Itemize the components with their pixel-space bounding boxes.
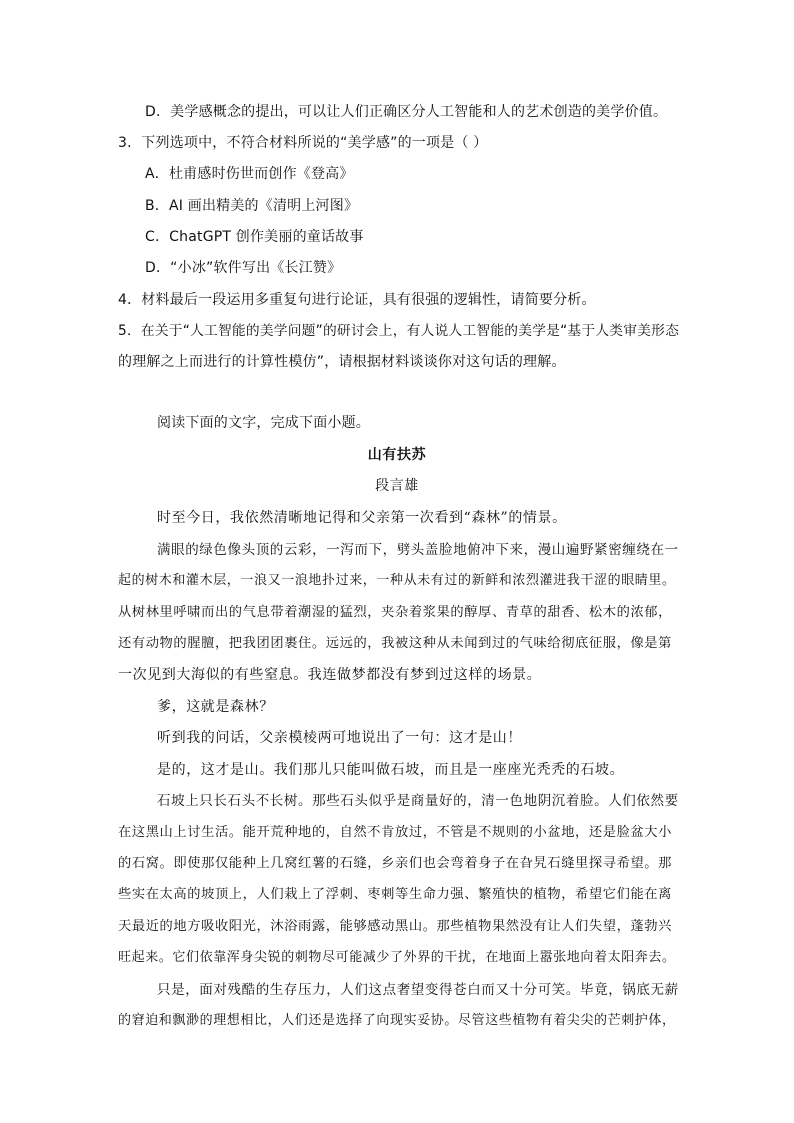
reading-instruction: 阅读下面的文字，完成下面小题。	[157, 415, 370, 431]
q3-option-c: C．ChatGPT 创作美丽的童话故事	[145, 229, 364, 245]
q5-stem-line1: 5．在关于“人工智能的美学问题”的研讨会上，有人说人工智能的美学是“基于人类审美形态	[118, 323, 680, 339]
q3-option-d: D．“小冰”软件写出《长江赞》	[145, 260, 342, 276]
passage-line: 只是，面对残酷的生存压力，人们这点奢望变得苍白而又十分可笑。毕竟，锅底无薪	[157, 982, 679, 998]
passage-line: 满眼的绿色像头顶的云彩，一泻而下，劈头盖脸地俯冲下来，漫山遍野紧密缠绕在一	[157, 542, 679, 558]
q4-stem: 4．材料最后一段运用多重复句进行论证，具有很强的逻辑性，请简要分析。	[118, 292, 596, 308]
passage-line: 听到我的问话，父亲模棱两可地说出了一句：这才是山！	[157, 730, 522, 746]
passage-line: 旺起来。它们依靠浑身尖锐的刺物尽可能减少了外界的干扰，在地面上嚣张地向着太阳奔去。	[118, 950, 676, 965]
q3-stem: 3．下列选项中，不符合材料所说的“美学感”的一项是（ ）	[118, 135, 488, 151]
passage-line: 石坡上只长石头不长树。那些石头似乎是商量好的，清一色地阴沉着脸。人们依然要	[157, 793, 679, 809]
q3-option-a: A．杜甫感时伤世而创作《登高》	[145, 166, 354, 182]
passage-line: 爹，这就是森林？	[157, 699, 274, 715]
q3-option-b: B．AI 画出精美的《清明上河图》	[145, 198, 359, 214]
passage-line: 起的树木和灌木层，一浪又一浪地扑过来，一种从未有过的新鲜和浓烈灌进我干涩的眼睛里。	[118, 573, 676, 588]
passage-line: 在这黑山上讨生活。能开荒种地的，自然不肯放过，不管是不规则的小盆地，还是脸盆大小	[118, 825, 673, 840]
passage-line: 是的，这才是山。我们那儿只能叫做石坡，而且是一座座光秃秃的石坡。	[157, 762, 625, 778]
passage-line: 还有动物的腥膻，把我团团裹住。远远的，我被这种从未闻到过的气味给彻底征服，像是第	[118, 636, 673, 651]
passage-line: 天最近的地方吸收阳光，沐浴雨露，能够感动黑山。那些植物果然没有让人们失望，蓬勃兴	[118, 919, 673, 934]
passage-author: 段言雄	[375, 478, 419, 494]
passage-line: 一次见到大海似的有些窒息。我连做梦都没有梦到过这样的场景。	[118, 667, 542, 683]
passage-line: 时至今日，我依然清晰地记得和父亲第一次看到“森林”的情景。	[157, 510, 567, 526]
q2-option-d: D．美学感概念的提出，可以让人们正确区分人工智能和人的艺术创造的美学价值。	[145, 104, 668, 120]
passage-line: 些实在太高的坡顶上，人们栽上了浮刺、枣刺等生命力强、繁殖快的植物，希望它们能在离	[118, 887, 673, 902]
passage-line: 的石窝。即使那仅能种上几窝红薯的石缝，乡亲们也会弯着身子在旮旯石缝里探寻希望。那	[118, 856, 673, 871]
passage-title: 山有扶苏	[367, 447, 427, 463]
passage-line: 从树林里呼啸而出的气息带着潮湿的猛烈，夹杂着浆果的醇厚、青草的甜香、松木的浓郁，	[118, 605, 673, 620]
q5-stem-line2: 的理解之上而进行的计算性模仿”，请根据材料谈谈你对这句话的理解。	[118, 354, 566, 370]
passage-line: 的窘迫和飘渺的理想相比，人们还是选择了向现实妥协。尽管这些植物有着尖尖的芒刺护体，	[118, 1013, 676, 1028]
